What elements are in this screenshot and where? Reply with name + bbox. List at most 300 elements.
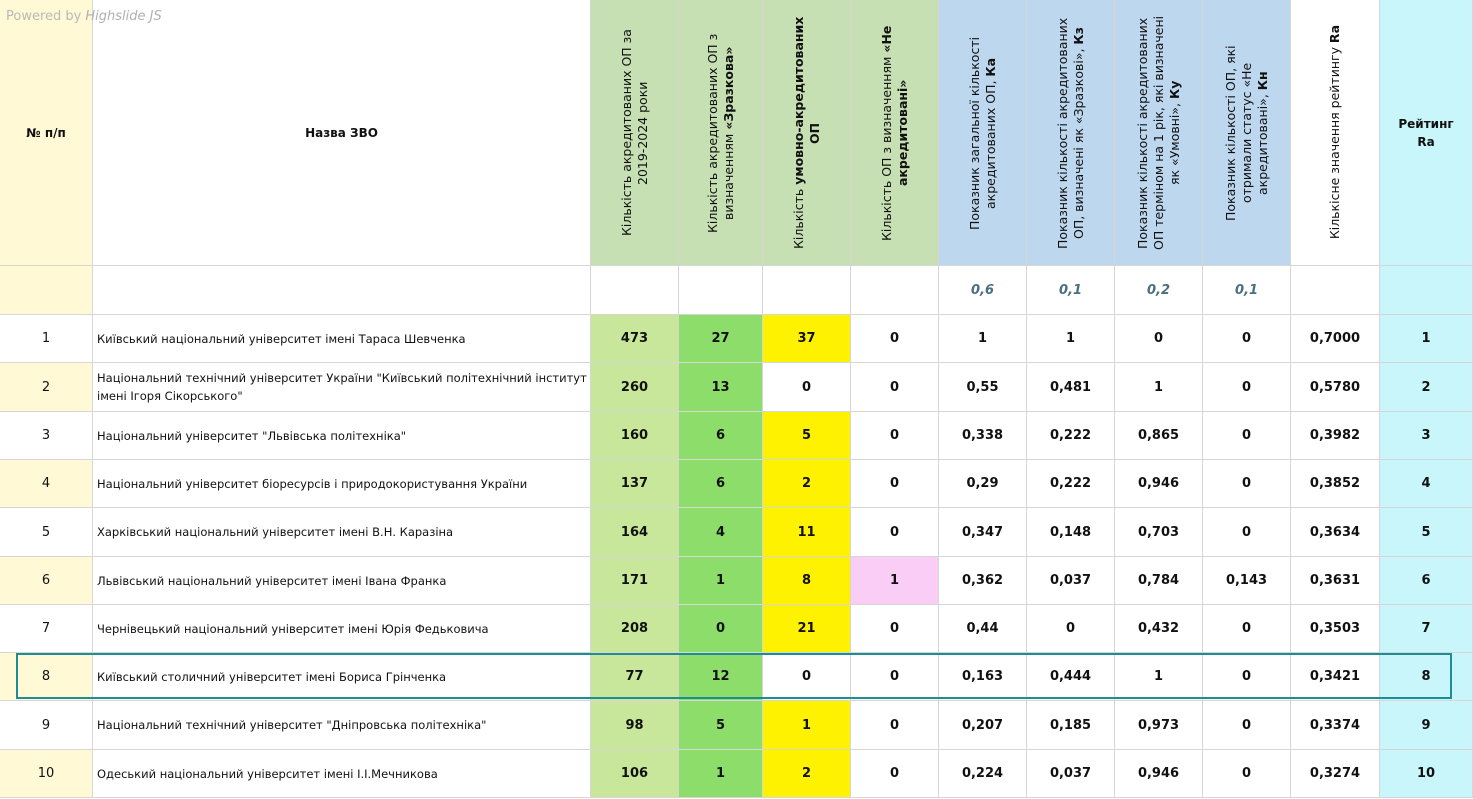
row-8-rank-cell	[1380, 653, 1473, 701]
row-3-name-cell[interactable]	[93, 412, 591, 460]
row-4-um: 2	[801, 476, 812, 491]
row-10-rank: 10	[1416, 766, 1436, 781]
powered-by-prefix: Powered by	[6, 9, 82, 24]
row-4-um-cell	[763, 460, 851, 508]
row-1-ra: 0,7000	[1309, 331, 1361, 346]
row-6-acc-cell	[591, 557, 679, 605]
row-3-ne: 0	[889, 428, 900, 443]
row-10-acc-cell	[591, 750, 679, 798]
row-10-ku-cell	[1115, 750, 1203, 798]
row-8-ka-cell	[939, 653, 1027, 701]
row-6-name-cell[interactable]	[93, 557, 591, 605]
header-rating-value	[1291, 0, 1380, 266]
row-6-ka-cell	[939, 557, 1027, 605]
row-3-rank: 3	[1421, 428, 1431, 443]
row-9-ne-cell	[851, 701, 939, 750]
row-8-ra-cell	[1291, 653, 1380, 701]
row-8-ku-cell	[1115, 653, 1203, 701]
row-10-ka: 0,224	[961, 766, 1004, 781]
row-4-n-cell	[0, 460, 93, 508]
row-1-ra-cell	[1291, 315, 1380, 363]
row-1-rank: 1	[1421, 331, 1431, 346]
row-3-kn: 0	[1241, 428, 1252, 443]
row-5-kn-cell	[1203, 508, 1291, 557]
row-1-acc-cell	[591, 315, 679, 363]
row-7-um: 21	[797, 621, 816, 636]
header-not-accredited-count-text: Кількість ОП з визначенням	[878, 51, 894, 241]
row-3-ku: 0,865	[1137, 428, 1180, 443]
row-8-kn: 0	[1241, 669, 1252, 684]
row-6-ra-cell	[1291, 557, 1380, 605]
row-2-ku-cell	[1115, 363, 1203, 412]
row-1-n: 1	[41, 331, 51, 346]
row-1-ku: 0	[1153, 331, 1164, 346]
weight-cell-um	[763, 266, 851, 315]
header-accredited-count-label	[619, 12, 651, 254]
header-rating-value-label	[1327, 25, 1343, 239]
row-6-rank-cell	[1380, 557, 1473, 605]
row-10-ne: 0	[889, 766, 900, 781]
row-3-n-cell	[0, 412, 93, 460]
row-3-zr-cell	[679, 412, 763, 460]
row-10-ra: 0,3274	[1309, 766, 1361, 781]
row-1-name: Київський національний університет імені Тараса Шевченка	[97, 331, 466, 346]
row-3-um: 5	[801, 428, 812, 443]
row-5-ra: 0,3634	[1309, 524, 1361, 540]
weight-cell-ka	[939, 266, 1027, 315]
row-8-zr: 12	[711, 669, 730, 684]
row-9-rank-cell	[1380, 701, 1473, 750]
weight-cell-ne	[851, 266, 939, 315]
header-accredited-count	[591, 0, 679, 266]
row-6-zr-cell	[679, 557, 763, 605]
row-8-kn-cell	[1203, 653, 1291, 701]
header-kz-indicator-text: Показник кількості акредитованих ОП, визначені як «Зразкові»,	[1054, 16, 1086, 249]
header-exemplary-count-label	[705, 12, 737, 254]
header-not-accredited-count-bold: «Не акредитовані»	[878, 24, 910, 186]
row-3-acc-cell	[591, 412, 679, 460]
row-5-name: Харківський національний університет імені В.Н. Каразіна	[97, 525, 454, 539]
row-7-kz-cell	[1027, 605, 1115, 653]
weight-cell-ku	[1115, 266, 1203, 315]
row-7-ka: 0,44	[966, 621, 999, 636]
row-1-ne-cell	[851, 315, 939, 363]
row-4-ra: 0,3852	[1309, 476, 1361, 491]
header-exemplary-count	[679, 0, 763, 266]
row-9-acc: 98	[625, 717, 644, 733]
row-8-ne-cell	[851, 653, 939, 701]
row-2-name: Національний технічний університет України "Київський політехнічний інститут імені Ігоря Сікорського"	[97, 371, 587, 403]
header-rank-label: Рейтинг Ra	[1398, 116, 1454, 149]
row-6-ne: 1	[889, 573, 900, 588]
weight-cell-kz	[1027, 266, 1115, 315]
row-7-acc: 208	[620, 621, 649, 636]
row-4-zr-cell	[679, 460, 763, 508]
row-1-acc: 473	[620, 331, 649, 346]
row-1-ka: 1	[977, 331, 988, 346]
header-rating-value-bold: Ra	[1327, 25, 1342, 44]
row-5-ka-cell	[939, 508, 1027, 557]
row-2-um-cell	[763, 363, 851, 412]
row-3-n: 3	[41, 428, 51, 443]
row-2-zr: 13	[711, 379, 730, 395]
row-7-n: 7	[41, 621, 51, 636]
header-rank	[1380, 0, 1473, 266]
row-6-ka: 0,362	[961, 573, 1004, 588]
row-1-rank-cell	[1380, 315, 1473, 363]
row-1-n-cell	[0, 315, 93, 363]
row-3-ku-cell	[1115, 412, 1203, 460]
row-4-ne: 0	[889, 476, 900, 491]
row-3-ra-cell	[1291, 412, 1380, 460]
weight-cell-n	[0, 266, 93, 315]
row-10-kn-cell	[1203, 750, 1291, 798]
row-9-n: 9	[41, 717, 51, 733]
row-2-kn-cell	[1203, 363, 1291, 412]
row-5-kz-cell	[1027, 508, 1115, 557]
row-9-name: Національний технічний університет "Дніпровська політехніка"	[97, 718, 487, 732]
row-9-kz: 0,185	[1049, 717, 1092, 733]
header-kn-indicator	[1203, 0, 1291, 266]
header-ku-indicator-label	[1135, 12, 1183, 254]
row-8-n: 8	[41, 669, 51, 684]
row-6-zr: 1	[715, 573, 726, 588]
row-10-n: 10	[37, 766, 55, 781]
row-10-name-cell[interactable]	[93, 750, 591, 798]
row-5-name-cell[interactable]	[93, 508, 591, 557]
row-8-name-cell[interactable]	[93, 653, 591, 701]
header-accredited-count-text: Кількість акредитованих ОП за 2019-2024 роки	[618, 29, 650, 236]
row-10-um-cell	[763, 750, 851, 798]
header-ka-indicator	[939, 0, 1027, 266]
row-2-n: 2	[41, 379, 51, 395]
row-10-ku: 0,946	[1137, 766, 1180, 781]
header-kz-indicator-bold: Кз	[1070, 26, 1086, 45]
row-7-ra-cell	[1291, 605, 1380, 653]
row-5-ne-cell	[851, 508, 939, 557]
row-10-kn: 0	[1241, 766, 1252, 781]
weight-cell-rank	[1380, 266, 1473, 315]
row-5-rank-cell	[1380, 508, 1473, 557]
row-9-zr: 5	[715, 717, 726, 733]
row-4-kz: 0,222	[1049, 476, 1092, 491]
row-7-name-cell[interactable]	[93, 605, 591, 653]
row-5-ra-cell	[1291, 508, 1380, 557]
row-2-ka: 0,55	[966, 379, 999, 395]
row-5-ne: 0	[889, 524, 900, 540]
row-1-kz-cell	[1027, 315, 1115, 363]
row-2-ne: 0	[889, 379, 900, 395]
row-3-kz: 0,222	[1049, 428, 1092, 443]
row-10-ne-cell	[851, 750, 939, 798]
row-8-zr-cell	[679, 653, 763, 701]
row-7-kn: 0	[1241, 621, 1252, 636]
row-4-ra-cell	[1291, 460, 1380, 508]
row-1-ne: 0	[889, 331, 900, 346]
row-4-kn-cell	[1203, 460, 1291, 508]
row-6-name: Львівський національний університет імені Івана Франка	[97, 573, 447, 588]
row-10-zr: 1	[715, 766, 726, 781]
row-4-kn: 0	[1241, 476, 1252, 491]
header-name	[93, 0, 591, 266]
weight-value-ka: 0,6	[970, 282, 995, 298]
row-2-kz-cell	[1027, 363, 1115, 412]
weight-cell-acc	[591, 266, 679, 315]
row-7-acc-cell	[591, 605, 679, 653]
row-5-acc-cell	[591, 508, 679, 557]
row-6-um: 8	[801, 573, 812, 588]
row-1-um: 37	[797, 331, 816, 346]
row-9-name-cell[interactable]	[93, 701, 591, 750]
row-9-um-cell	[763, 701, 851, 750]
row-4-ku-cell	[1115, 460, 1203, 508]
row-3-ka: 0,338	[961, 428, 1004, 443]
row-10-um: 2	[801, 766, 812, 781]
row-3-rank-cell	[1380, 412, 1473, 460]
row-8-kz-cell	[1027, 653, 1115, 701]
row-4-zr: 6	[715, 476, 726, 491]
row-10-kz-cell	[1027, 750, 1115, 798]
row-4-acc: 137	[620, 476, 649, 491]
row-4-rank-cell	[1380, 460, 1473, 508]
row-7-kn-cell	[1203, 605, 1291, 653]
weight-cell-kn	[1203, 266, 1291, 315]
header-kn-indicator-bold: Кн	[1254, 70, 1270, 90]
header-conditional-count-bold: умовно-акредитованих ОП	[790, 16, 822, 185]
row-1-name-cell[interactable]	[93, 315, 591, 363]
row-10-ka-cell	[939, 750, 1027, 798]
row-9-ku-cell	[1115, 701, 1203, 750]
row-6-ne-cell	[851, 557, 939, 605]
row-4-name-cell[interactable]	[93, 460, 591, 508]
row-3-ra: 0,3982	[1309, 428, 1361, 443]
header-not-accredited-count	[851, 0, 939, 266]
row-4-n: 4	[41, 476, 51, 491]
weight-cell-zr	[679, 266, 763, 315]
row-6-acc: 171	[620, 573, 649, 588]
row-5-n-cell	[0, 508, 93, 557]
row-5-um-cell	[763, 508, 851, 557]
row-9-um: 1	[801, 717, 812, 733]
row-3-acc: 160	[620, 428, 649, 443]
weight-value-kz: 0,1	[1058, 282, 1083, 298]
row-9-kn-cell	[1203, 701, 1291, 750]
row-6-ku-cell	[1115, 557, 1203, 605]
row-3-kz-cell	[1027, 412, 1115, 460]
row-8-name: Київський столичний університет імені Бориса Грінченка	[97, 669, 447, 684]
row-8-um-cell	[763, 653, 851, 701]
powered-by-credit[interactable]	[6, 9, 162, 24]
row-2-ka-cell	[939, 363, 1027, 412]
row-9-ra: 0,3374	[1309, 717, 1361, 733]
row-5-um: 11	[797, 524, 816, 540]
row-4-ka: 0,29	[966, 476, 999, 491]
header-kz-indicator	[1027, 0, 1115, 266]
row-9-acc-cell	[591, 701, 679, 750]
header-rating-value-text: Кількісне значення рейтингу	[1327, 43, 1342, 240]
row-2-acc: 260	[620, 379, 649, 395]
row-7-ku: 0,432	[1137, 621, 1180, 636]
row-5-kn: 0	[1241, 524, 1252, 540]
header-exemplary-count-bold: «Зразкова»	[720, 45, 736, 129]
weight-value-ku: 0,2	[1146, 282, 1171, 298]
row-4-ne-cell	[851, 460, 939, 508]
row-1-kn: 0	[1241, 331, 1252, 346]
header-conditional-count	[763, 0, 851, 266]
row-3-kn-cell	[1203, 412, 1291, 460]
row-5-rank: 5	[1421, 524, 1431, 540]
row-7-rank: 7	[1421, 621, 1431, 636]
row-5-ka: 0,347	[961, 524, 1004, 540]
row-9-kn: 0	[1241, 717, 1252, 733]
row-1-um-cell	[763, 315, 851, 363]
row-6-um-cell	[763, 557, 851, 605]
row-8-um: 0	[801, 669, 812, 684]
row-1-ka-cell	[939, 315, 1027, 363]
row-6-kz-cell	[1027, 557, 1115, 605]
row-3-name: Національний університет "Львівська політехніка"	[97, 428, 407, 443]
weight-cell-name	[93, 266, 591, 315]
row-8-acc-cell	[591, 653, 679, 701]
row-9-rank: 9	[1421, 717, 1431, 733]
row-2-name-cell[interactable]	[93, 363, 591, 412]
row-9-ku: 0,973	[1137, 717, 1180, 733]
row-7-um-cell	[763, 605, 851, 653]
row-2-kn: 0	[1241, 379, 1252, 395]
weight-value-kn: 0,1	[1234, 282, 1259, 298]
row-1-kz: 1	[1065, 331, 1076, 346]
row-8-ka: 0,163	[961, 669, 1004, 684]
row-9-ne: 0	[889, 717, 900, 733]
row-7-ne: 0	[889, 621, 900, 636]
row-2-acc-cell	[591, 363, 679, 412]
row-7-zr: 0	[715, 621, 726, 636]
row-9-zr-cell	[679, 701, 763, 750]
header-number	[0, 0, 93, 266]
header-ka-indicator-bold: Ка	[982, 56, 998, 76]
row-7-name: Чернівецький національний університет імені Юрія Федьковича	[97, 621, 489, 636]
row-2-rank: 2	[1421, 379, 1431, 395]
row-8-ku: 1	[1153, 669, 1164, 684]
row-2-ra: 0,5780	[1309, 379, 1361, 395]
row-2-rank-cell	[1380, 363, 1473, 412]
row-5-zr-cell	[679, 508, 763, 557]
row-6-rank: 6	[1421, 573, 1431, 588]
row-9-ra-cell	[1291, 701, 1380, 750]
row-8-acc: 77	[625, 669, 644, 684]
row-1-zr: 27	[711, 331, 730, 346]
row-5-acc: 164	[620, 524, 649, 540]
row-4-kz-cell	[1027, 460, 1115, 508]
row-6-ra: 0,3631	[1309, 573, 1361, 588]
row-5-n: 5	[41, 524, 51, 540]
row-4-rank: 4	[1421, 476, 1431, 491]
header-not-accredited-count-label	[879, 12, 911, 254]
header-name-label: Назва ЗВО	[305, 125, 378, 140]
row-6-n-cell	[0, 557, 93, 605]
header-kz-indicator-label	[1055, 12, 1087, 254]
row-9-ka-cell	[939, 701, 1027, 750]
row-8-kz: 0,444	[1049, 669, 1092, 684]
row-4-ka-cell	[939, 460, 1027, 508]
row-1-zr-cell	[679, 315, 763, 363]
row-8-ne: 0	[889, 669, 900, 684]
row-10-zr-cell	[679, 750, 763, 798]
row-6-kn-cell	[1203, 557, 1291, 605]
header-ku-indicator-text: Показник кількості акредитованих ОП терміном на 1 рік, які визначені як «Умовні»,	[1134, 15, 1182, 250]
header-ku-indicator-bold: Ку	[1166, 80, 1182, 99]
row-4-name: Національний університет біоресурсів і природокористування України	[97, 476, 528, 491]
header-ka-indicator-label	[967, 12, 999, 254]
row-9-kz-cell	[1027, 701, 1115, 750]
row-3-zr: 6	[715, 428, 726, 443]
row-8-rank: 8	[1421, 669, 1431, 684]
header-conditional-count-label	[791, 12, 823, 254]
header-ka-indicator-text: Показник загальної кількості акредитованих ОП,	[966, 35, 998, 230]
row-4-ku: 0,946	[1137, 476, 1180, 491]
weight-cell-ra	[1291, 266, 1380, 315]
row-2-n-cell	[0, 363, 93, 412]
header-number-label: № п/п	[26, 125, 66, 140]
row-6-ku: 0,784	[1137, 573, 1180, 588]
row-6-kn: 0,143	[1225, 573, 1268, 588]
row-2-zr-cell	[679, 363, 763, 412]
row-2-kz: 0,481	[1049, 379, 1092, 395]
row-7-kz: 0	[1065, 621, 1076, 636]
row-10-kz: 0,037	[1049, 766, 1092, 781]
row-2-um: 0	[801, 379, 812, 395]
row-10-ra-cell	[1291, 750, 1380, 798]
row-1-ku-cell	[1115, 315, 1203, 363]
row-7-ka-cell	[939, 605, 1027, 653]
row-2-ra-cell	[1291, 363, 1380, 412]
row-10-rank-cell	[1380, 750, 1473, 798]
row-5-kz: 0,148	[1049, 524, 1092, 540]
row-9-n-cell	[0, 701, 93, 750]
row-9-ka: 0,207	[961, 717, 1004, 733]
row-5-zr: 4	[715, 524, 726, 540]
row-7-ne-cell	[851, 605, 939, 653]
row-4-acc-cell	[591, 460, 679, 508]
row-7-ra: 0,3503	[1309, 621, 1361, 636]
row-6-n: 6	[41, 573, 51, 588]
highslide-brand-link[interactable]: Highslide JS	[85, 9, 162, 24]
row-2-ku: 1	[1153, 379, 1164, 395]
row-1-kn-cell	[1203, 315, 1291, 363]
row-7-ku-cell	[1115, 605, 1203, 653]
header-kn-indicator-text: Показник кількості ОП, які отримали статус «Не акредитовані»,	[1222, 44, 1270, 221]
row-3-ne-cell	[851, 412, 939, 460]
row-7-n-cell	[0, 605, 93, 653]
row-5-ku: 0,703	[1137, 524, 1180, 540]
row-5-ku-cell	[1115, 508, 1203, 557]
header-kn-indicator-label	[1223, 12, 1271, 254]
row-10-n-cell	[0, 750, 93, 798]
header-conditional-count-text: Кількість	[790, 184, 806, 249]
row-10-acc: 106	[620, 766, 649, 781]
row-7-rank-cell	[1380, 605, 1473, 653]
row-7-zr-cell	[679, 605, 763, 653]
row-2-ne-cell	[851, 363, 939, 412]
row-10-name: Одеський національний університет імені І.І.Мечникова	[97, 766, 438, 781]
row-8-n-cell	[0, 653, 93, 701]
row-3-ka-cell	[939, 412, 1027, 460]
row-8-ra: 0,3421	[1309, 669, 1361, 684]
row-3-um-cell	[763, 412, 851, 460]
header-exemplary-count-text: Кількість акредитованих ОП з визначенням	[704, 32, 736, 233]
row-6-kz: 0,037	[1049, 573, 1092, 588]
header-ku-indicator	[1115, 0, 1203, 266]
